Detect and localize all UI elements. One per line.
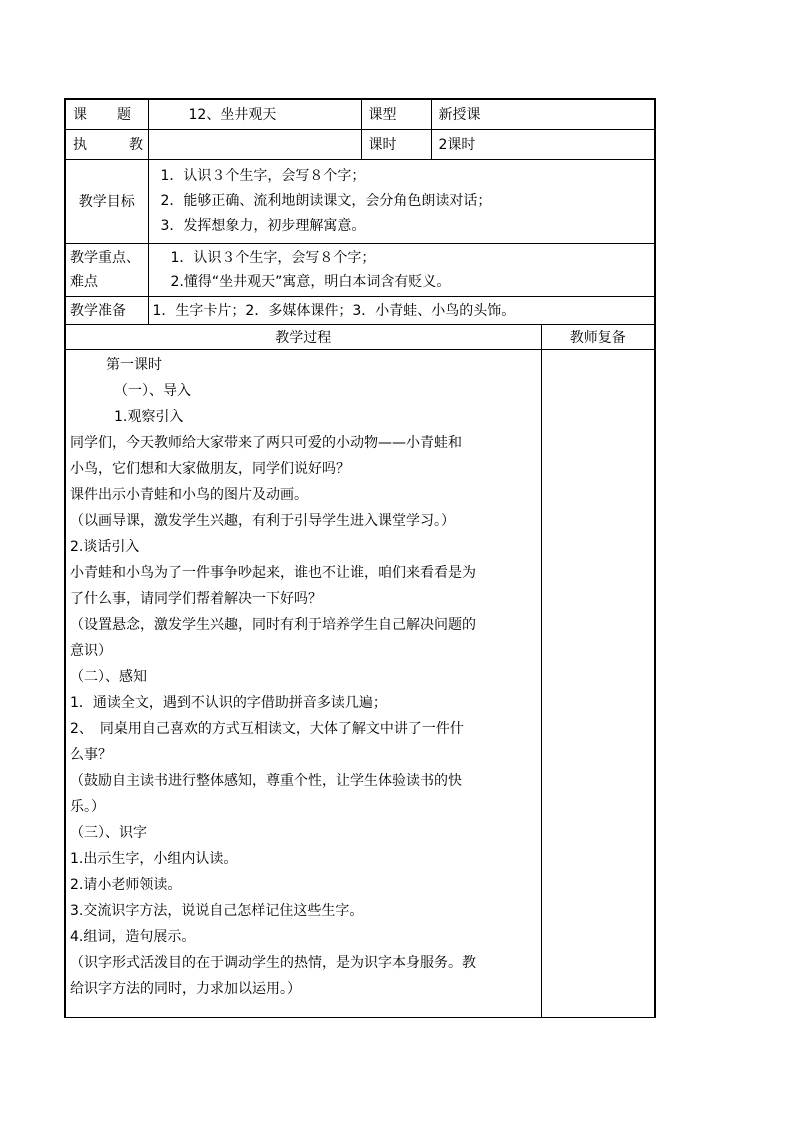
- preparation-label: 教学准备: [65, 296, 148, 324]
- teacher-label: 执 教: [65, 129, 148, 159]
- row-preparation: [65, 296, 655, 324]
- goal-item: 1．认识３个生字，会写８个字；: [160, 167, 366, 184]
- process-header-left: 教学过程: [65, 324, 541, 349]
- goals-label: 教学目标: [65, 159, 148, 243]
- process-line: 2.请小老师领读。: [70, 876, 182, 893]
- process-line: 了什么事，请同学们帮着解决一下好吗？: [70, 590, 322, 607]
- process-line: 乐。）: [70, 798, 105, 815]
- process-line: 2、 同桌用自己喜欢的方式互相读文，大体了解文中讲了一件什: [70, 720, 464, 737]
- row-goals: [65, 159, 655, 243]
- process-line: 给识字方法的同时，力求加以运用。）: [70, 980, 301, 997]
- row-topic: [65, 99, 655, 129]
- type-label: 课型: [361, 99, 431, 129]
- hours-label: 课时: [361, 129, 431, 159]
- process-line: （鼓励自主读书进行整体感知，尊重个性，让学生体验读书的快: [70, 772, 462, 789]
- topic-label: 课 题: [65, 99, 148, 129]
- goal-item: 3．发挥想象力，初步理解寓意。: [160, 217, 366, 234]
- process-line: 1.出示生字，小组内认读。: [70, 850, 238, 867]
- process-line: （三）、识字: [70, 824, 147, 841]
- process-line: （以画导课，激发学生兴趣，有利于引导学生进入课堂学习。）: [70, 512, 455, 529]
- process-line: 3.交流识字方法，说说自己怎样记住这些生字。: [70, 902, 364, 919]
- process-line: 同学们，今天教师给大家带来了两只可爱的小动物——小青蛙和: [70, 434, 462, 451]
- key-points-list: [148, 243, 655, 296]
- process-line: （设置悬念，激发学生兴趣，同时有利于培养学生自己解决问题的: [70, 616, 476, 633]
- hours-value: 2课时: [431, 129, 655, 159]
- preparation-value: 1．生字卡片；2．多媒体课件；3．小青蛙、小鸟的头饰。: [148, 296, 655, 324]
- process-line: 小鸟，它们想和大家做朋友，同学们说好吗？: [70, 460, 350, 477]
- goals-list: [148, 159, 655, 243]
- process-line: 课件出示小青蛙和小鸟的图片及动画。: [70, 486, 308, 503]
- type-value: 新授课: [431, 99, 655, 129]
- row-key-points: [65, 243, 655, 296]
- lesson-plan-table: [64, 98, 656, 1018]
- teacher-revision-column: [541, 349, 655, 1017]
- process-line: 意识）: [70, 642, 112, 659]
- process-content: [65, 349, 541, 1017]
- process-line: （识字形式活泼目的在于调动学生的热情，是为识字本身服务。教: [70, 954, 476, 971]
- goal-item: 2．能够正确、流利地朗读课文，会分角色朗读对话；: [160, 192, 492, 209]
- process-header-right: 教师复备: [541, 324, 655, 349]
- key-points-label: 教学重点、 难点: [65, 243, 148, 296]
- process-line: 1.观察引入: [114, 408, 184, 425]
- process-line: 1．通读全文，遇到不认识的字借助拼音多读几遍；: [70, 694, 387, 711]
- row-process-body: [65, 349, 655, 1017]
- process-line: （二）、感知: [70, 668, 147, 685]
- process-line: 么事？: [70, 746, 112, 763]
- row-process-header: [65, 324, 655, 349]
- row-teacher: [65, 129, 655, 159]
- key-point-item: 2.懂得“坐井观天”寓意，明白本词含有贬义。: [170, 273, 451, 290]
- process-line: （一）、导入: [114, 382, 191, 399]
- process-line: 4.组词，造句展示。: [70, 928, 196, 945]
- topic-value: 12、坐井观天: [148, 99, 361, 129]
- process-line: 小青蛙和小鸟为了一件事争吵起来，谁也不让谁，咱们来看看是为: [70, 564, 476, 581]
- teacher-value: [148, 129, 361, 159]
- key-point-item: 1．认识３个生字，会写８个字；: [170, 249, 376, 266]
- process-line: 第一课时: [106, 356, 162, 373]
- process-line: 2.谈话引入: [70, 538, 140, 555]
